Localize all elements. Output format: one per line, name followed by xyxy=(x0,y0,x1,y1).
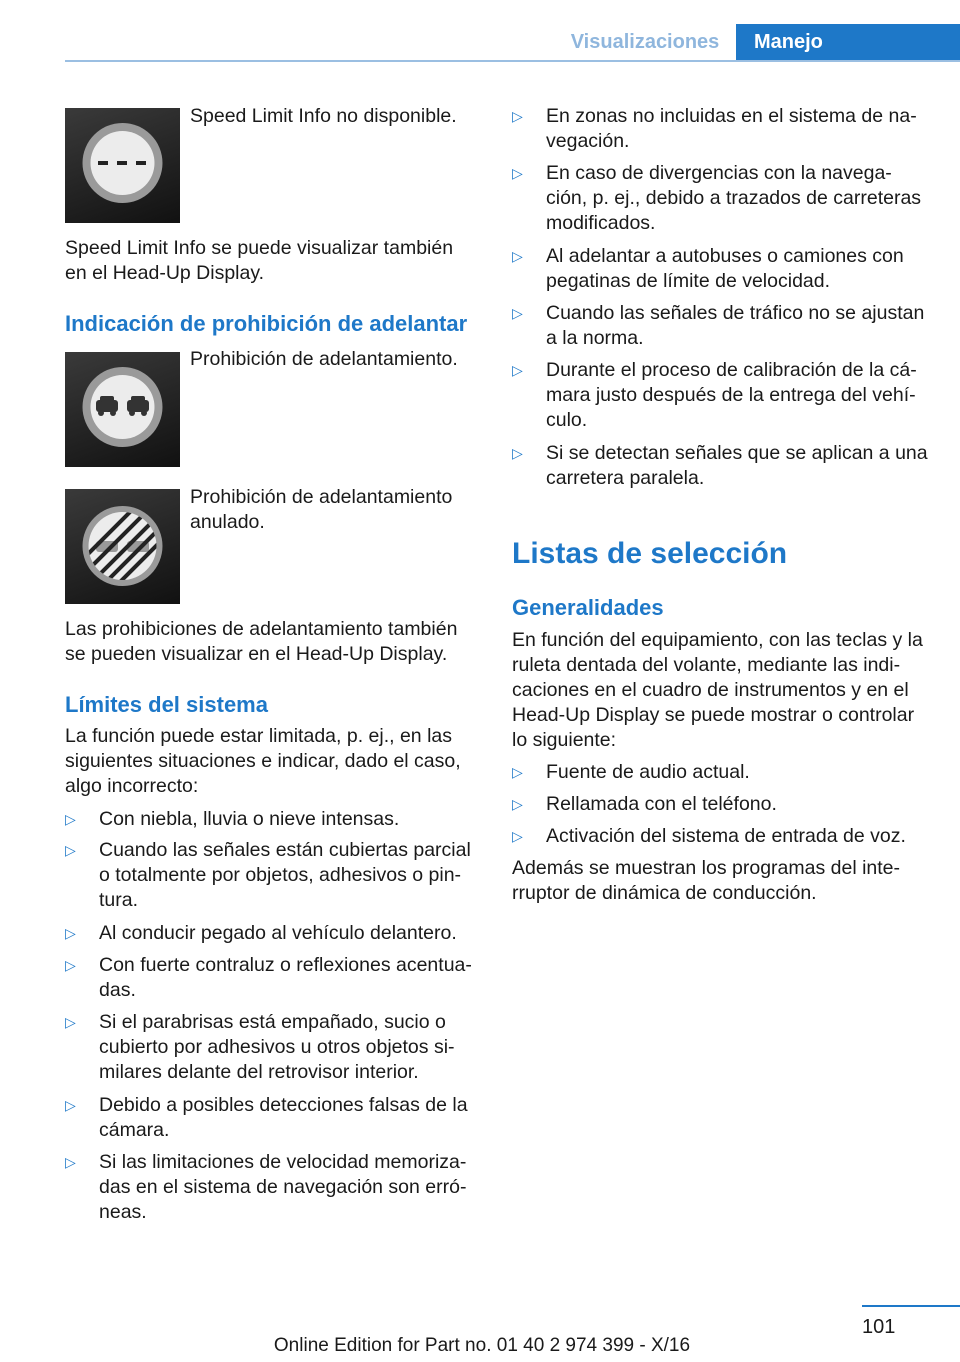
paragraph: Speed Limit Info se puede visualizar también en el Head-Up Display. xyxy=(65,237,454,284)
bullet-triangle-icon: ▷ xyxy=(512,305,523,321)
bullet-triangle-icon: ▷ xyxy=(512,165,523,181)
bullet-triangle-icon: ▷ xyxy=(65,925,76,941)
bullet-triangle-icon: ▷ xyxy=(512,764,523,780)
bullet-triangle-icon: ▷ xyxy=(512,445,523,461)
list-item: ▷ Debido a posibles detecciones falsas de la cámara. xyxy=(65,1094,468,1141)
list-item: ▷ Al adelantar a autobuses o camiones con pegatinas de límite de velocidad. xyxy=(512,245,904,292)
section-heading: Indicación de prohibición de adelantar xyxy=(65,311,468,336)
bullet-triangle-icon: ▷ xyxy=(65,811,76,827)
paragraph: Además se muestran los programas del inte-rruptor de dinámica de conducción. xyxy=(512,857,901,904)
sign2-caption: Prohibición de adelantamiento. xyxy=(190,348,458,370)
list-item: ▷ Si se detectan señales que se aplican a una carretera paralela. xyxy=(512,442,928,489)
list-item: ▷ Durante el proceso de calibración de la cá-mara justo después de la entrega del vehí-culo. xyxy=(512,359,917,431)
bullet-triangle-icon: ▷ xyxy=(512,796,523,812)
bullet-triangle-icon: ▷ xyxy=(65,1014,76,1030)
page-number: 101 xyxy=(862,1316,896,1338)
footer-rule xyxy=(862,1305,960,1307)
paragraph: La función puede estar limitada, p. ej., en las siguientes situaciones e indicar, dado el caso, algo incorrecto: xyxy=(65,725,461,797)
paragraph: Las prohibiciones de adelantamiento también se pueden visualizar en el Head-Up Display. xyxy=(65,618,458,665)
bullet-triangle-icon: ▷ xyxy=(65,1097,76,1113)
list-item: ▷ Cuando las señales de tráfico no se ajustan a la norma. xyxy=(512,302,925,349)
list-item: ▷ En caso de divergencias con la navega-ción, p. ej., debido a trazados de carreteras modificados. xyxy=(512,162,922,234)
list-item: ▷ Si el parabrisas está empañado, sucio o cubierto por adhesivos u otros objetos si-milares delante del retrovisor interior. xyxy=(65,1011,455,1083)
list-item: ▷ Activación del sistema de entrada de voz. xyxy=(512,825,906,847)
sign3-caption: Prohibición de adelantamiento anulado. xyxy=(190,486,453,533)
bullet-triangle-icon: ▷ xyxy=(65,1154,76,1170)
paragraph: En función del equipamiento, con las teclas y la ruleta dentada del volante, mediante las indi-caciones en el cuadro de instrumentos y en el Head-Up Display se puede mostrar o controlar lo siguiente: xyxy=(512,629,923,751)
end-no-overtaking-icon xyxy=(65,489,180,604)
list-item: ▷ Fuente de audio actual. xyxy=(512,761,750,783)
list-item: ▷ En zonas no incluidas en el sistema de na-vegación. xyxy=(512,105,917,152)
bullet-triangle-icon: ▷ xyxy=(512,362,523,378)
list-item: ▷ Al conducir pegado al vehículo delantero. xyxy=(65,922,457,944)
list-item: ▷ Cuando las señales están cubiertas parcial o totalmente por objetos, adhesivos o pin-tura. xyxy=(65,839,471,911)
list-item: ▷ Con niebla, lluvia o nieve intensas. xyxy=(65,808,400,830)
bullet-triangle-icon: ▷ xyxy=(65,957,76,973)
bullet-triangle-icon: ▷ xyxy=(65,842,76,858)
bullet-triangle-icon: ▷ xyxy=(512,108,523,124)
sign1-caption: Speed Limit Info no disponible. xyxy=(190,105,457,127)
list-item: ▷ Con fuerte contraluz o reflexiones acentua-das. xyxy=(65,954,472,1001)
header-rule xyxy=(65,60,960,62)
bullet-triangle-icon: ▷ xyxy=(512,828,523,844)
speed-limit-unavailable-icon xyxy=(65,108,180,223)
tab-visualizaciones[interactable]: Visualizaciones xyxy=(570,31,720,53)
section-heading: Generalidades xyxy=(512,595,664,620)
list-item: ▷ Si las limitaciones de velocidad memoriza-das en el sistema de navegación son erró-neas. xyxy=(65,1151,467,1223)
tab-manejo[interactable]: Manejo xyxy=(736,24,960,61)
footer-edition: Online Edition for Part no. 01 40 2 974 399 - X/16 xyxy=(273,1335,691,1356)
bullet-triangle-icon: ▷ xyxy=(512,248,523,264)
no-overtaking-icon xyxy=(65,352,180,467)
page-title: Listas de selección xyxy=(512,537,788,570)
list-item: ▷ Rellamada con el teléfono. xyxy=(512,793,777,815)
section-heading: Límites del sistema xyxy=(65,692,268,717)
